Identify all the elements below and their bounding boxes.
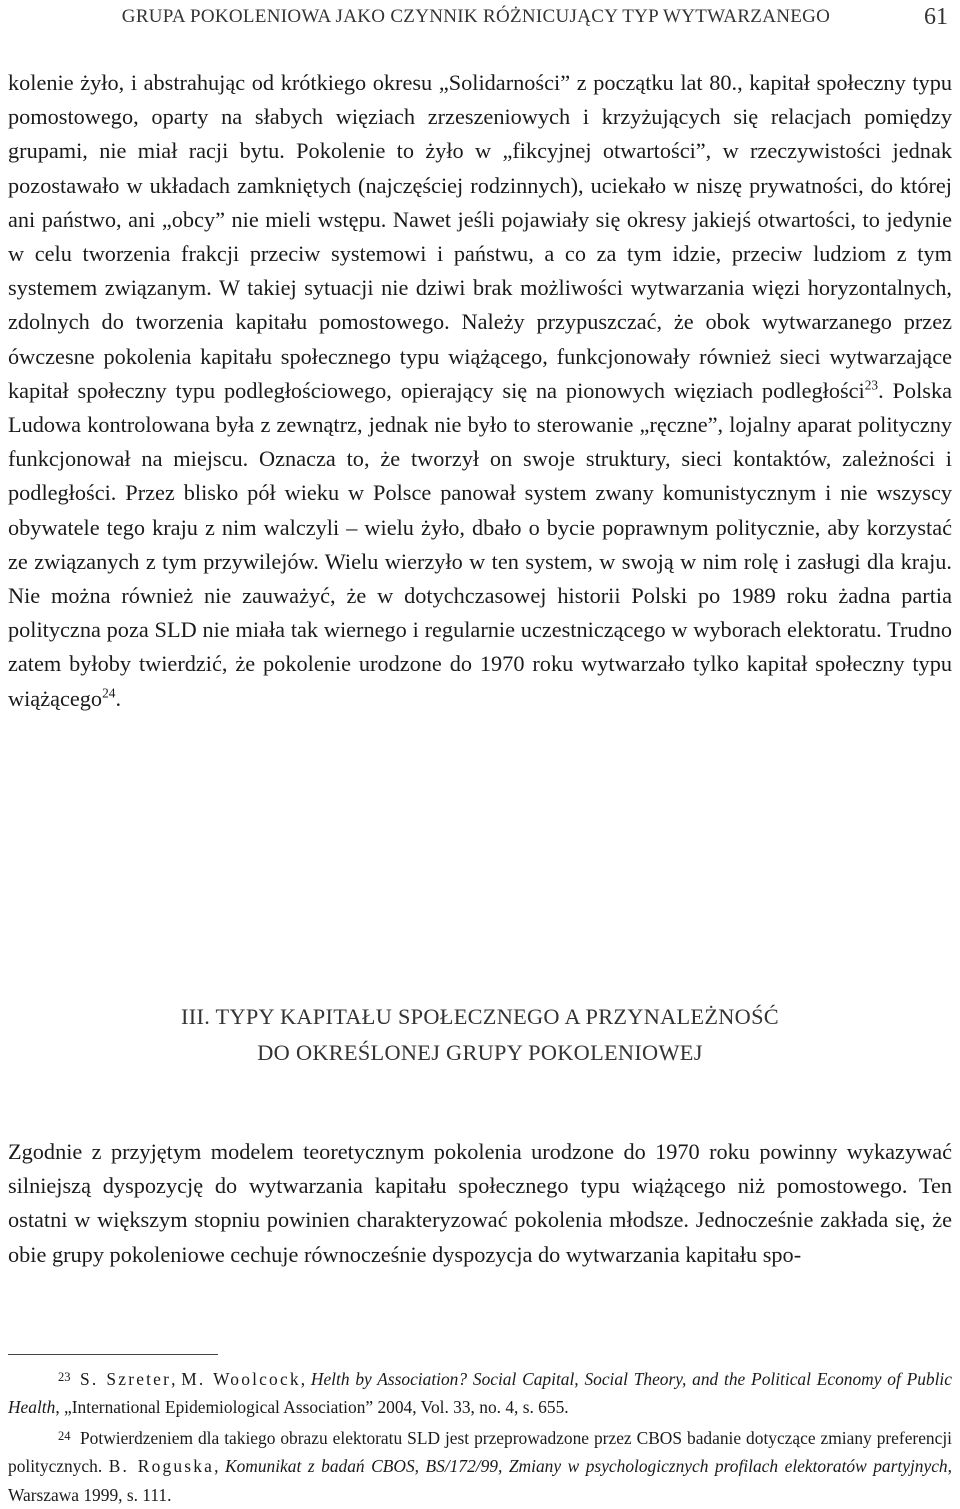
body-paragraph-1: [8, 66, 952, 716]
page-number: 61: [924, 4, 948, 30]
footnote-23: [8, 1363, 952, 1422]
footnote-author: B. Roguska: [108, 1456, 215, 1476]
footnote-text: Potwierdzeniem dla takiego obrazu elektoratu SLD jest przeprowadzone przez CBOS badanie dotyczące zmiany preferencji politycznych.: [8, 1427, 952, 1476]
paragraph-text: .: [115, 685, 122, 711]
footnote-text: , „International Epidemiological Association” 2004, Vol. 33, no. 4, s. 655.: [55, 1397, 569, 1418]
footnote-separator: [8, 1354, 218, 1355]
footnote-author: S. Szreter: [80, 1368, 172, 1389]
footnote-24: [8, 1422, 952, 1509]
footnote-title: Helth by Association? Social Capital, Social Theory, and the Political Economy of Public Health: [8, 1368, 952, 1418]
footnote-number: 23: [58, 1370, 71, 1384]
paragraph-text: Zgodnie z przyjętym modelem teoretycznym pokolenia urodzone do 1970 roku powinny wykazywać silniejszą dyspozycję do wytwarzania kapitału społecznego typu wiążącego niż pomostowego. Ten ostatni w większym stopniu powinien charakteryzować pokolenia młodsze. Jednocześnie zakłada się, że obie grupy pokoleniowe cechuje równocześnie dyspozycja do wytwarzania kapitału spo-: [8, 1139, 952, 1267]
section-heading: [60, 999, 900, 1071]
footnote-author: M. Woolcock: [181, 1368, 301, 1389]
footnote-separator-text: ,: [300, 1368, 311, 1389]
footnote-ref-23[interactable]: 23: [864, 377, 879, 393]
footnote-text: , Warszawa 1999, s. 111.: [8, 1456, 952, 1505]
footnote-separator-text: ,: [171, 1368, 182, 1389]
running-head: GRUPA POKOLENIOWA JAKO CZYNNIK RÓŻNICUJĄCY TYP WYTWARZANEGO: [121, 6, 831, 27]
body-paragraph-2: [8, 1135, 952, 1272]
section-heading-line: DO OKREŚLONEJ GRUPY POKOLENIOWEJ: [257, 1040, 703, 1065]
section-heading-line: III. TYPY KAPITAŁU SPOŁECZNEGO A PRZYNALEŻNOŚĆ: [181, 1004, 779, 1029]
footnote-ref-24[interactable]: 24: [102, 684, 116, 700]
footnote-separator-text: ,: [214, 1456, 225, 1476]
footnote-title: Komunikat z badań CBOS, BS/172/99, Zmiany w psychologicznych profilach elektoratów partyjnych: [224, 1456, 948, 1476]
footnote-number: 24: [58, 1428, 71, 1443]
paragraph-text: kolenie żyło, i abstrahując od krótkiego okresu „Solidarności” z początku lat 80., kapitał społeczny typu pomostowego, oparty na słabych więziach zrzeszeniowych i krzyżujących się relacjach pomiędzy grupami, nie miał racji bytu. Pokolenie to żyło w „fikcyjnej otwartości”, w rzeczywistości jednak pozostawało w układach zamkniętych (najczęściej rodzinnych), uciekało w niszę prywatności, do której ani państwo, ani „obcy” nie mieli wstępu. Nawet jeśli pojawiały się okresy jakiejś otwartości, to jedynie w celu tworzenia frakcji przeciw systemowi i państwu, a co za tym idzie, przeciw ludziom z tym systemem związanym. W takiej sytuacji nie dziwi brak możliwości wytwarzania więzi horyzontalnych, zdolnych do tworzenia kapitału pomostowego. Należy przypuszczać, że obok wytwarzanego przez ówczesne pokolenia kapitału społecznego typu wiążącego, funkcjonowały również sieci wytwarzające kapitał społeczny typu podległościowego, opierający się na pionowych więziach podległości: [8, 70, 952, 403]
paragraph-text: . Polska Ludowa kontrolowana była z zewnątrz, jednak nie było to sterowanie „ręczne”, lojalny aparat polityczny funkcjonował na miejscu. Oznacza to, że tworzył on swoje struktury, sieci kontaktów, zależności i podległości. Przez blisko pół wieku w Polsce panował system zwany komunistycznym i nie wszyscy obywatele tego kraju z nim walczyli – wielu żyło, dbało o bycie poprawnym politycznie, aby korzystać ze związanych z tym przywilejów. Wielu wierzyło w ten system, w swoją w nim rolę i zasługi dla kraju. Nie można również nie zauważyć, że w dotychczasowej historii Polski po 1989 roku żadna partia polityczna poza SLD nie miała tak wiernego i regularnie uczestniczącego w wyborach elektoratu. Trudno zatem byłoby twierdzić, że pokolenie urodzone do 1970 roku wytwarzało tylko kapitał społeczny typu wiążącego: [8, 377, 952, 711]
footnotes: [8, 1363, 952, 1509]
